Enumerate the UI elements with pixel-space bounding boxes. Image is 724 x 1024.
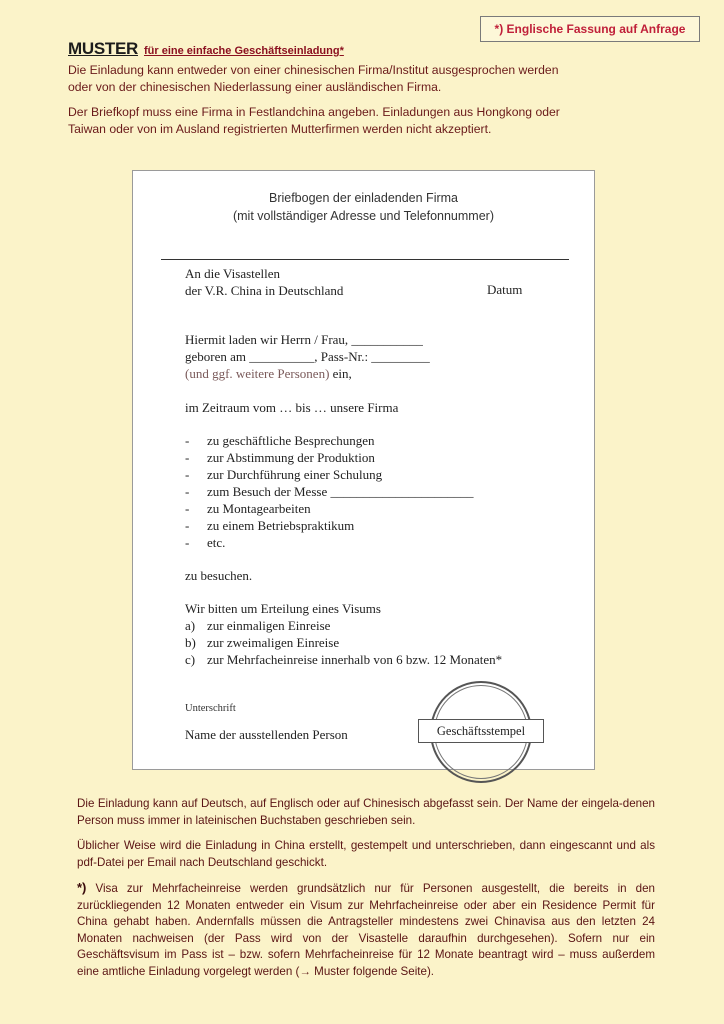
intro-text	[68, 62, 668, 138]
intro-line: Taiwan oder von im Ausland registrierten Mutterfirmen werden nicht akzeptiert.	[68, 122, 492, 136]
sample-letter	[132, 170, 595, 770]
letterhead	[133, 189, 594, 225]
explanatory-notes	[77, 796, 655, 989]
page-title	[68, 38, 668, 62]
list-item	[185, 517, 473, 534]
intro-line: Der Briefkopf muss eine Firma in Festlandchina angeben. Einladungen aus Hongkong oder	[68, 105, 560, 119]
option-text: zur zweimaligen Einreise	[207, 635, 340, 650]
option-label: c)	[185, 652, 196, 667]
company-stamp: Geschäftsstempel	[418, 719, 544, 743]
option-text: zur einmaligen Einreise	[207, 618, 331, 633]
option-label: a)	[185, 618, 196, 633]
note-language: Die Einladung kann auf Deutsch, auf Englisch oder auf Chinesisch abgefasst sein. Der Name der eingela-denen Person muss immer in lateinischen Buchstaben geschrieben sein.	[77, 797, 655, 827]
english-version-note: *) Englische Fassung auf Anfrage	[480, 16, 700, 42]
list-item	[185, 634, 502, 651]
date-label: Datum	[487, 282, 523, 297]
list-item	[185, 466, 473, 483]
intro-paragraph-2	[68, 104, 668, 138]
purpose-text: zum Besuch der Messe ______________________	[207, 484, 474, 499]
option-text: zur Mehrfacheinreise innerhalb von 6 bzw. 12 Monaten*	[207, 652, 503, 667]
list-marker: -	[185, 518, 190, 533]
intro-paragraph-1	[68, 62, 668, 96]
recipient-line: An die Visastellen	[185, 266, 281, 281]
purpose-text: zur Durchführung einer Schulung	[207, 467, 383, 482]
letterhead-line: Briefbogen der einladenden Firma	[268, 191, 458, 205]
footnote-text: Visa zur Mehrfacheinreise werden grundsätzlich nur für Personen ausgestellt, die bereits in den zurückliegenden 12 Monaten entweder ein Visum zur Mehrfacheinreise oder aber ein Residence Permit für China gehabt haben. Andernfalls müssen die Antragsteller mindestens zwei Chinavisa aus den letzten 24 Monaten nachweisen (der Pass wird von der Visastelle daraufhin durchgesehen). Sofern nur ein Geschäftsvisum im Pass ist – bzw. sofern Mehrfacheinreise für 12 Monate beantragt wird – muss außerdem eine amtliche Einladung vorgelegt werden (→ Muster folgende Seite).	[77, 882, 655, 978]
list-item	[185, 449, 473, 466]
list-marker: -	[185, 433, 190, 448]
list-marker: -	[185, 450, 190, 465]
purpose-text: etc.	[207, 535, 226, 550]
list-item	[185, 432, 473, 449]
purpose-text: zu geschäftliche Besprechungen	[207, 433, 375, 448]
purpose-list	[185, 432, 473, 551]
letterhead-divider	[161, 259, 569, 260]
purpose-text: zu einem Betriebspraktikum	[207, 518, 355, 533]
visa-option-list	[185, 617, 502, 668]
note-process: Üblicher Weise wird die Einladung in China erstellt, gestempelt und unterschrieben, dann eingescannt und als pdf-Datei per Email nach Deutschland geschickt.	[77, 839, 655, 869]
recipient-address	[185, 265, 343, 299]
invite-line: geboren am __________, Pass-Nr.: _________	[185, 349, 430, 364]
signatory-name: Name der ausstellenden Person	[185, 727, 348, 742]
letterhead-line: (mit vollständiger Adresse und Telefonnummer)	[232, 209, 494, 223]
purpose-text: zur Abstimmung der Produktion	[207, 450, 375, 465]
list-item	[185, 651, 502, 668]
recipient-line: der V.R. China in Deutschland	[185, 283, 344, 298]
footnote-marker: *)	[77, 880, 87, 895]
invitation-text	[185, 331, 430, 382]
option-label: b)	[185, 635, 196, 650]
list-marker: -	[185, 535, 190, 550]
visa-request	[185, 600, 502, 668]
list-item	[185, 617, 502, 634]
purpose-text: zu Montagearbeiten	[207, 501, 311, 516]
list-marker: -	[185, 501, 190, 516]
title-main: MUSTER	[68, 39, 138, 58]
list-marker: -	[185, 467, 190, 482]
document-header	[68, 38, 668, 146]
intro-line: Die Einladung kann entweder von einer chinesischen Firma/Institut ausgesprochen werden	[68, 63, 559, 77]
invite-line: Hiermit laden wir Herrn / Frau, ___________	[185, 332, 423, 347]
list-item	[185, 500, 473, 517]
invite-line-end: ein,	[329, 366, 352, 381]
signature-label: Unterschrift	[185, 703, 236, 714]
title-sub: für eine einfache Geschäftseinladung*	[143, 45, 344, 57]
list-item	[185, 483, 473, 500]
invite-line	[185, 365, 430, 382]
period-text: im Zeitraum vom … bis … unsere Firma	[185, 400, 399, 415]
invite-optional-persons: (und ggf. weitere Personen)	[185, 366, 330, 381]
visa-request-line: Wir bitten um Erteilung eines Visums	[185, 601, 381, 616]
closing-text: zu besuchen.	[185, 568, 253, 583]
footnote	[77, 880, 655, 980]
list-item	[185, 534, 473, 551]
list-marker: -	[185, 484, 190, 499]
intro-line: oder von der chinesischen Niederlassung einer ausländischen Firma.	[68, 80, 442, 94]
